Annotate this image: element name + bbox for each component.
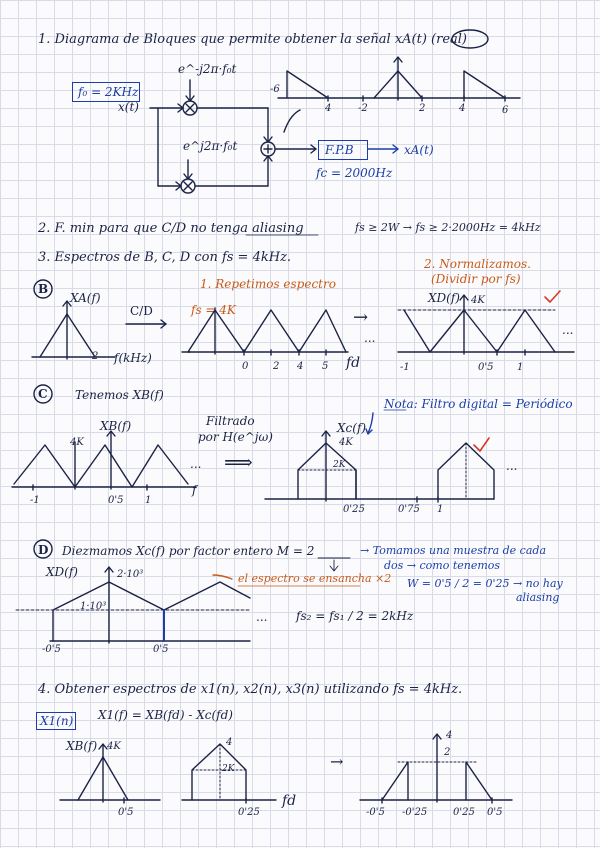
q1-tick-4b: 4 [459, 103, 466, 114]
q4-mid-peak: 4 [226, 737, 233, 748]
fc-label: fc = 2000Hz [316, 166, 393, 180]
fpb-label: F.P.B [325, 143, 354, 157]
q4-tick-05: 0'5 [118, 807, 134, 818]
norm-tick-1: 1 [517, 362, 524, 373]
nota-label: Nota: Filtro digital = Periódico [384, 397, 573, 411]
x1n-tag-label: X1(n) [40, 714, 74, 728]
xb-dots: ... [190, 457, 202, 471]
repeated-spectrum [182, 308, 348, 355]
q1-tick-4a: 4 [325, 103, 332, 114]
q4-xb-f-label: XB(f) [66, 739, 98, 753]
exp-neg-label: e^-j2π·f₀t [178, 62, 237, 76]
d-underline [213, 558, 360, 586]
norm-tick-minus1: -1 [400, 362, 410, 373]
norm-title: 2. Normalizamos. [424, 257, 531, 271]
q4-mid-tick-025: 0'25 [238, 807, 260, 818]
implies-arrow: ⟹ [224, 450, 253, 474]
q1-tick-2: 2 [419, 103, 426, 114]
xd-level-label: 1·10³ [80, 601, 107, 612]
filtrado-h-label: por H(e^jω) [198, 430, 273, 444]
d-aliasing: aliasing [516, 591, 560, 604]
xd-f-label-d: XD(f) [46, 565, 78, 579]
xc-spectrum [265, 410, 494, 502]
c-circle-label: C [38, 387, 48, 401]
q4-equation: X1(f) = XB(fd) - Xc(fd) [98, 708, 233, 722]
q1-tick-minus6: -6 [270, 84, 280, 95]
rep-dots: ... [364, 331, 376, 345]
norm-subtitle: (Dividir por fs) [431, 272, 521, 286]
rep-arrow: → [353, 307, 369, 328]
q4-result-spectrum [360, 734, 512, 803]
q4-mid-spectrum [182, 744, 276, 803]
xd-decimated-spectrum [16, 567, 250, 643]
q4-res-2: 2 [444, 747, 451, 758]
q4-res-tick-05: 0'5 [487, 807, 503, 818]
xb-f-axis: f [192, 483, 197, 497]
b-circle-label: B [38, 282, 49, 296]
q4-peak-label: 4K [107, 741, 121, 752]
xc-peak-label: 4K [339, 437, 353, 448]
ensancha-label: el espectro se ensancha ×2 [238, 572, 392, 585]
xb-peak-label: 4K [70, 437, 84, 448]
xa-f-label: XA(f) [70, 291, 101, 305]
xa-axis-label: f(kHz) [114, 351, 152, 365]
rep-tick-0: 0 [242, 361, 249, 372]
norm-dots: ... [562, 323, 574, 337]
b-circle [34, 280, 52, 298]
xb-f-label: XB(f) [100, 419, 132, 433]
xc-tick-075: 0'75 [398, 504, 420, 515]
rep-tick-2: 2 [273, 361, 280, 372]
norm-tick-05: 0'5 [478, 362, 494, 373]
fs2-equation: fs₂ = fs₁ / 2 = 2kHz [296, 609, 414, 623]
q4-res-tick-minus05: -0'5 [366, 807, 385, 818]
xb-tick-1: 1 [145, 495, 152, 506]
d-circle-label: D [38, 543, 49, 557]
d-note-2: dos → como tenemos [384, 559, 501, 572]
xd-tick-minus05: -0'5 [42, 644, 61, 655]
xd-tick-05: 0'5 [153, 644, 169, 655]
q4-title: 4. Obtener espectros de x1(n), x2(n), x3(n) utilizando fs = 4kHz. [38, 682, 463, 697]
xb-spectrum [12, 431, 196, 490]
q4-res-peak: 4 [446, 730, 453, 741]
xd-peak-label: 2·10³ [117, 569, 144, 580]
xc-2k-label: 2K [333, 460, 346, 470]
q4-xb-spectrum [60, 741, 160, 803]
xa-spectrum [32, 301, 115, 359]
xa-tick-2: 2 [92, 351, 99, 362]
xd-dots: ... [256, 610, 268, 624]
q2-result: fs ≥ 2W → fs ≥ 2·2000Hz = 4kHz [355, 221, 541, 234]
x-t-label: x(t) [118, 100, 139, 114]
q1-tick-minus2: -2 [358, 103, 368, 114]
q1-spectrum [278, 57, 520, 101]
block-diagram [150, 80, 398, 193]
tenemos-label: Tenemos XB(f) [75, 388, 164, 402]
rep-fd-label: fd [346, 355, 361, 371]
d-title: Diezmamos Xc(f) por factor entero M = 2 [62, 544, 315, 558]
xc-dots: ... [506, 459, 518, 473]
c-circle [34, 385, 52, 403]
d-circle [34, 540, 52, 558]
normalized-spectrum [398, 291, 574, 355]
q3-title: 3. Espectros de B, C, D con fs = 4kHz. [38, 250, 292, 265]
repeat-title: 1. Repetimos espectro [200, 277, 336, 291]
exp-pos-label: e^j2π·f₀t [183, 139, 238, 153]
xb-tick-minus1: -1 [30, 495, 40, 506]
q4-fd-label: fd [282, 793, 297, 809]
q2-text: 2. F. min para que C/D no tenga aliasing [38, 221, 304, 236]
rep-tick-5: 5 [322, 361, 329, 372]
xd-f-label-b: XD(f) [428, 291, 460, 305]
q4-arrow: → [330, 752, 344, 771]
q4-mid-2k: 2K [222, 764, 235, 774]
d-w-equation: W = 0'5 / 2 = 0'25 → no hay [407, 577, 563, 590]
real-circle [452, 30, 488, 48]
fs-4k-label: fs = 4K [191, 303, 236, 317]
d-note-1: → Tomamos una muestra de cada [360, 544, 546, 557]
q1-title: 1. Diagrama de Bloques que permite obtener la señal xA(t) (real) [38, 32, 467, 47]
xc-tick-025: 0'25 [343, 504, 365, 515]
norm-peak-label: 4K [471, 295, 485, 306]
xb-tick-05: 0'5 [108, 495, 124, 506]
filtrado-label: Filtrado [206, 414, 255, 428]
xc-f-label: Xc(f) [337, 421, 367, 435]
xa-t-label: xA(t) [404, 143, 434, 157]
cd-label: C/D [130, 304, 153, 318]
q4-res-tick-minus025: -0'25 [402, 807, 428, 818]
q1-tick-6: 6 [502, 105, 509, 116]
rep-tick-4: 4 [297, 361, 304, 372]
xc-tick-1: 1 [437, 504, 444, 515]
q4-res-tick-025: 0'25 [453, 807, 475, 818]
f0-label: f₀ = 2KHz [78, 85, 139, 99]
